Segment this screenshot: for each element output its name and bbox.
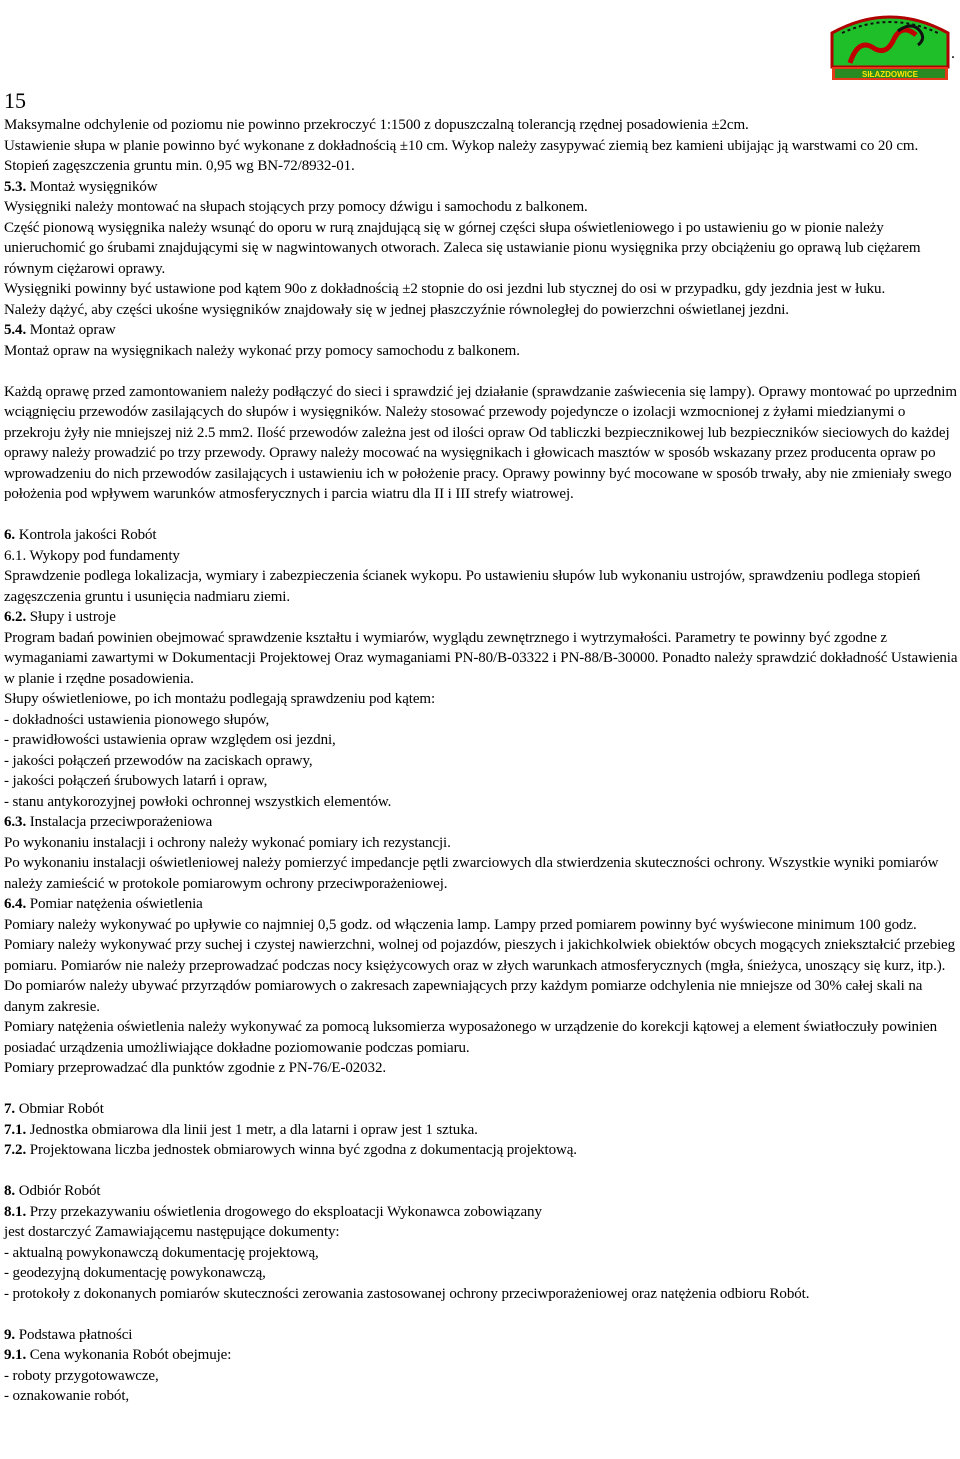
section-heading	[4, 1120, 958, 1141]
section-number: 7.	[4, 1101, 16, 1117]
line-text: - oznakowanie robót,	[4, 1388, 130, 1404]
line-text: Montaż opraw	[26, 322, 116, 338]
line-text: Jednostka obmiarowa dla linii jest 1 metr, a dla latarni i opraw jest 1 sztuka.	[26, 1121, 478, 1138]
paragraph	[4, 1243, 958, 1264]
section-number: 7.1.	[4, 1121, 27, 1138]
line-text: Montaż wysięgników	[26, 178, 158, 195]
line-text: Wysięgniki należy montować na słupach stojących przy pomocy dźwigu i samochodu z balkonem.	[4, 199, 588, 215]
paragraph	[4, 1017, 958, 1058]
section-number: 8.	[4, 1183, 16, 1199]
section-heading	[4, 607, 958, 628]
line-text: Podstawa płatności	[15, 1326, 133, 1343]
paragraph	[4, 853, 958, 894]
line-text: Część pionową wysięgnika należy wsunąć do oporu w rurą znajdującą się w górnej części słupa oświetleniowego i po ustawieniu go w pionie należy unieruchomić go śrubami znajdującymi się w nagwintowanych otworach. Zaleca się ustawianie pionu wysięgnika przy obciążeniu go oprawą lub ciężarem równym ciężarowi oprawy.	[4, 219, 921, 277]
section-heading	[4, 1345, 958, 1366]
line-text: - geodezyjną dokumentację powykonawczą,	[4, 1265, 266, 1281]
paragraph	[4, 341, 958, 362]
paragraph	[4, 156, 958, 177]
paragraph	[4, 1366, 958, 1387]
line-text: Sprawdzenie podlega lokalizacja, wymiary i zabezpieczenia ścianek wykopu. Po ustawieniu słupów lub wykonaniu ustrojów, sprawdzeniu podlega stopień zagęszczenia gruntu i usunięcia nadmiaru ziemi.	[4, 568, 921, 605]
line-text: - dokładności ustawienia pionowego słupów,	[4, 711, 270, 728]
paragraph	[4, 915, 958, 1018]
section-number: 8.1.	[4, 1203, 27, 1220]
blank-line	[4, 1161, 958, 1182]
paragraph	[4, 546, 958, 567]
line-text: jest dostarczyć Zamawiającemu następujące dokumenty:	[4, 1224, 340, 1240]
section-number: 5.4.	[4, 322, 27, 338]
line-text: Odbiór Robót	[15, 1183, 101, 1199]
document-body	[4, 115, 958, 1407]
section-number: 6.3.	[4, 814, 27, 830]
line-text: Program badań powinien obejmować sprawdzenie kształtu i wymiarów, wyglądu zewnętrznego i wytrzymałości. Parametry te powinny być zgodne z wymaganiami zawartymi w Dokumentacji Projektowej Oraz wymaganiami PN-80/B-03322 i PN-88/B-30000. Ponadto należy sprawdzić dokładność Ustawienia w planie i rzędne posadowienia.	[4, 629, 958, 687]
section-number: 9.1.	[4, 1347, 27, 1363]
blank-line	[4, 1304, 958, 1325]
section-number: 5.3.	[4, 178, 27, 195]
line-text: Pomiary przeprowadzać dla punktów zgodnie z PN-76/E-02032.	[4, 1060, 387, 1076]
line-text: Stopień zagęszczenia gruntu min. 0,95 wg BN-72/8932-01.	[4, 158, 355, 174]
line-text: - aktualną powykonawczą dokumentację projektową,	[4, 1244, 319, 1261]
section-heading	[4, 1099, 958, 1120]
section-heading	[4, 320, 958, 341]
line-text: Po wykonaniu instalacji oświetleniowej należy pomierzyć impedancje pętli zwarciowych dla stwierdzenia skuteczności ochrony. Wszystkie wyniki pomiarów należy zamieścić w protokole pomiarowym ochrony przeciwporażeniowej.	[4, 855, 939, 892]
section-heading	[4, 525, 958, 546]
blank-line	[4, 1079, 958, 1100]
paragraph	[4, 730, 958, 751]
blank-line	[4, 361, 958, 382]
paragraph	[4, 1222, 958, 1243]
paragraph	[4, 136, 958, 157]
paragraph	[4, 689, 958, 710]
line-text: Montaż opraw na wysięgnikach należy wykonać przy pomocy samochodu z balkonem.	[4, 342, 520, 359]
page-number: 15	[4, 88, 26, 113]
line-text: - protokoły z dokonanych pomiarów skuteczności zerowania zastosowanej ochrony przeciwporażeniowej oraz natężenia odbioru Robót.	[4, 1285, 810, 1302]
section-heading	[4, 1202, 958, 1223]
line-text: - prawidłowości ustawienia opraw względem osi jezdni,	[4, 732, 336, 748]
line-text: Pomiary natężenia oświetlenia należy wykonywać za pomocą luksomierza wyposażonego w urządzenie do korekcji kątowej a element światłoczuły powinien posiadać urządzenia umożliwiające dokładne poziomowanie podczas pomiaru.	[4, 1019, 937, 1056]
paragraph	[4, 566, 958, 607]
paragraph	[4, 833, 958, 854]
section-number: 9.	[4, 1326, 16, 1343]
line-text: Maksymalne odchylenie od poziomu nie powinno przekroczyć 1:1500 z dopuszczalną tolerancją rzędnej posadowienia ±2cm.	[4, 117, 749, 133]
line-text: Ustawienie słupa w planie powinno być wykonane z dokładnością ±10 cm. Wykop należy zasypywać ziemią bez kamieni ubijając ją warstwami co 20 cm.	[4, 137, 919, 154]
paragraph	[4, 300, 958, 321]
paragraph	[4, 1263, 958, 1284]
line-text: - jakości połączeń przewodów na zaciskach oprawy,	[4, 752, 313, 769]
paragraph	[4, 771, 958, 792]
section-number: 6.	[4, 527, 16, 543]
paragraph	[4, 382, 958, 505]
paragraph	[4, 115, 958, 136]
line-text: - stanu antykorozyjnej powłoki ochronnej wszystkich elementów.	[4, 793, 392, 810]
line-text: Kontrola jakości Robót	[15, 527, 157, 543]
paragraph	[4, 710, 958, 731]
section-heading	[4, 1140, 958, 1161]
line-text: Instalacja przeciwporażeniowa	[26, 814, 213, 830]
paragraph	[4, 628, 958, 690]
line-text: - roboty przygotowawcze,	[4, 1367, 159, 1384]
section-heading	[4, 1181, 958, 1202]
section-heading	[4, 1325, 958, 1346]
line-text: Obmiar Robót	[15, 1101, 104, 1117]
company-logo	[828, 3, 952, 81]
paragraph	[4, 218, 958, 280]
line-text: Należy dążyć, aby części ukośne wysięgników znajdowały się w jednej płaszczyźnie równoległej do powierzchni oświetlanej jezdni.	[4, 301, 789, 318]
line-text: Słupy i ustroje	[26, 609, 116, 625]
paragraph	[4, 197, 958, 218]
line-text: Po wykonaniu instalacji i ochrony należy wykonać pomiary ich rezystancji.	[4, 834, 451, 851]
line-text: Pomiar natężenia oświetlenia	[26, 896, 203, 912]
line-text: Cena wykonania Robót obejmuje:	[26, 1347, 232, 1363]
line-text: Wysięgniki powinny być ustawione pod kątem 90o z dokładnością ±2 stopnie do osi jezdni lub stycznej do osi w przypadku, gdy jezdnia jest w łuku.	[4, 281, 886, 297]
line-text: 6.1. Wykopy pod fundamenty	[4, 547, 180, 564]
paragraph	[4, 751, 958, 772]
section-heading	[4, 812, 958, 833]
line-text: Przy przekazywaniu oświetlenia drogowego do eksploatacji Wykonawca zobowiązany	[26, 1203, 542, 1220]
section-number: 6.2.	[4, 609, 27, 625]
paragraph	[4, 1386, 958, 1407]
logo-text: SIŁAZDOWICE	[862, 70, 918, 79]
corner-mark: .	[951, 45, 955, 62]
line-text: - jakości połączeń śrubowych latarń i opraw,	[4, 773, 268, 789]
paragraph	[4, 279, 958, 300]
line-text: Każdą oprawę przed zamontowaniem należy podłączyć do sieci i sprawdzić jej działanie (sprawdzanie zaświecenia się lampy). Oprawy montować po uprzednim wciągnięciu przewodów zasilających do słupów i wysięgników. Należy stosować przewody pojedyncze o izolacji wzmocnionej z żyłami miedzianymi o przekroju żyły nie mniejszej niż 2.5 mm2. Ilość przewodów zależna jest od ilości opraw Od tabliczki bezpiecznikowej lub bezpieczników sieciowych do każdej oprawy należy prowadzić po trzy przewody. Oprawy należy mocować na wysięgnikach i głowicach masztów w sposób wskazany przez producenta opraw po wprowadzeniu do nich przewodów zasilających i ustawieniu ich w położenie pracy. Oprawy powinny być mocowane w sposób trwały, aby nie zmieniały swego położenia pod wpływem warunków atmosferycznych i parcia wiatru dla II i III strefy wiatrowej.	[4, 383, 957, 502]
section-heading	[4, 894, 958, 915]
paragraph	[4, 1058, 958, 1079]
line-text: Pomiary należy wykonywać po upływie co najmniej 0,5 godz. od włączenia lamp. Lampy przed pomiarem powinny być wyświecone minimum 100 godz. Pomiary należy wykonywać przy suchej i czystej nawierzchni, wolnej od pojazdów, pieszych i jakichkolwiek obiektów obcych mogących zniekształcić przebieg pomiaru. Pomiarów nie należy przeprowadzać podczas nocy księżycowych oraz w złych warunkach atmosferycznych (mgła, śnieżyca, unoszący się kurz, itp.). Do pomiarów należy ubywać przyrządów pomiarowych o zakresach zapewniających przy każdym pomiarze odchylenia nie mniejsze od 30% całej skali na danym zakresie.	[4, 916, 955, 1015]
section-heading	[4, 177, 958, 198]
line-text: Słupy oświetleniowe, po ich montażu podlegają sprawdzeniu pod kątem:	[4, 691, 436, 707]
paragraph	[4, 792, 958, 813]
section-number: 6.4.	[4, 896, 27, 912]
line-text: Projektowana liczba jednostek obmiarowych winna być zgodna z dokumentacją projektową.	[26, 1142, 577, 1158]
paragraph	[4, 1284, 958, 1305]
section-number: 7.2.	[4, 1142, 27, 1158]
blank-line	[4, 505, 958, 526]
